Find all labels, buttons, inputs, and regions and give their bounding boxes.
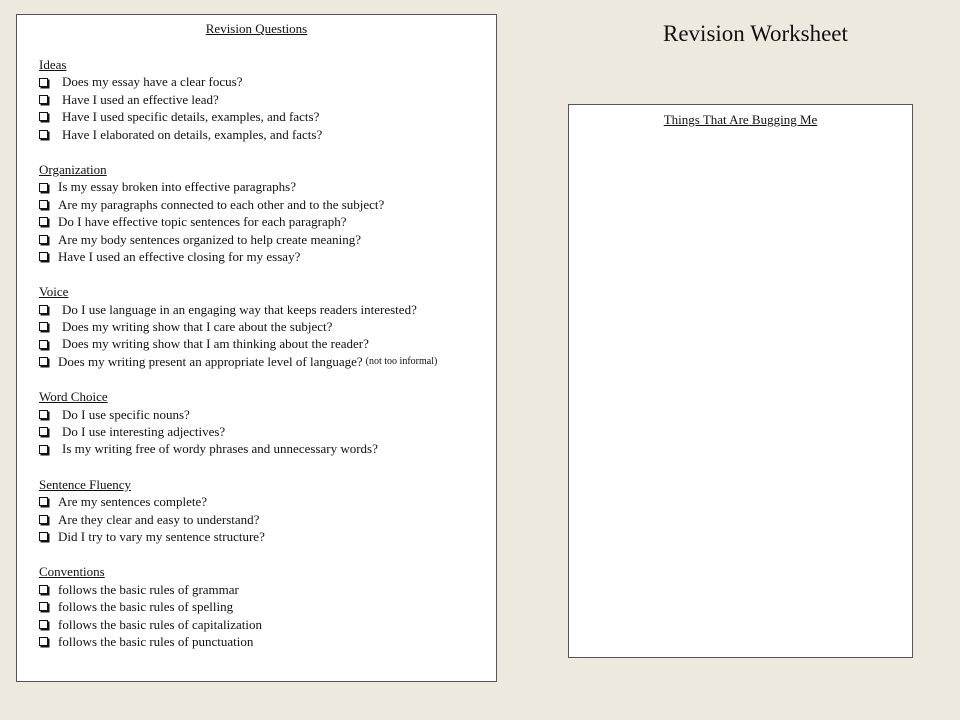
- checkbox-icon[interactable]: [39, 410, 48, 419]
- checkbox-icon[interactable]: [39, 130, 48, 139]
- section-organization: [39, 161, 496, 265]
- checklist-item-text: Does my writing present an appropriate level of language?: [58, 353, 363, 369]
- section-voice: [39, 283, 496, 370]
- checklist-item-text: Is my writing free of wordy phrases and unnecessary words?: [62, 441, 378, 457]
- checklist-item-text: Does my essay have a clear focus?: [62, 74, 243, 90]
- checkbox-icon[interactable]: [39, 235, 48, 244]
- checkbox-icon[interactable]: [39, 78, 48, 87]
- section-heading-organization: Organization: [39, 161, 107, 177]
- revision-questions-title: Revision Questions: [205, 21, 308, 36]
- checklist-item: [39, 248, 496, 265]
- checklist-item: [39, 73, 496, 90]
- checkbox-icon[interactable]: [39, 585, 48, 594]
- checklist-item: [39, 581, 496, 598]
- checklist-item-text: Are my body sentences organized to help create meaning?: [58, 231, 361, 247]
- checklist-item: [39, 440, 496, 457]
- checklist-item-text: Do I have effective topic sentences for each paragraph?: [58, 214, 347, 230]
- checkbox-icon[interactable]: [39, 322, 48, 331]
- checklist-item-text: follows the basic rules of spelling: [58, 599, 234, 615]
- checklist-item-note: (not too informal): [365, 355, 438, 367]
- checklist-item: [39, 511, 496, 528]
- checkbox-icon[interactable]: [39, 112, 48, 121]
- checklist-item-text: Did I try to vary my sentence structure?: [58, 528, 265, 544]
- section-conventions: [39, 563, 496, 650]
- checklist-item-text: Do I use interesting adjectives?: [62, 424, 226, 440]
- checklist-item: [39, 231, 496, 248]
- checkbox-icon[interactable]: [39, 305, 48, 314]
- checklist-item-text: Have I used an effective lead?: [62, 91, 219, 107]
- checklist-item-text: Is my essay broken into effective paragraphs?: [58, 179, 297, 195]
- checkbox-icon[interactable]: [39, 620, 48, 629]
- things-bugging-me-title: Things That Are Bugging Me: [663, 112, 818, 127]
- revision-questions-panel: [16, 14, 497, 682]
- checklist-item: [39, 335, 496, 352]
- checklist-item-text: Are they clear and easy to understand?: [58, 511, 260, 527]
- checkbox-icon[interactable]: [39, 183, 48, 192]
- section-heading-ideas: Ideas: [39, 57, 67, 72]
- section-heading-conventions: Conventions: [39, 564, 105, 580]
- checklist-item-text: Have I used an effective closing for my essay?: [58, 248, 301, 264]
- checklist-item: [39, 196, 496, 213]
- checkbox-icon[interactable]: [39, 95, 48, 104]
- checklist-item-text: Are my paragraphs connected to each other and to the subject?: [58, 196, 385, 212]
- checklist-item-text: follows the basic rules of capitalization: [58, 616, 262, 632]
- checklist-item: [39, 406, 496, 423]
- checklist-item-text: follows the basic rules of punctuation: [58, 633, 254, 649]
- checklist-item: [39, 423, 496, 440]
- section-heading-sentence-fluency: Sentence Fluency: [39, 476, 132, 492]
- checklist-item-text: Does my writing show that I am thinking about the reader?: [62, 336, 369, 352]
- checklist-item: [39, 126, 496, 143]
- section-sentence-fluency: [39, 476, 496, 546]
- checklist-item: [39, 301, 496, 318]
- checklist-item-text: follows the basic rules of grammar: [58, 581, 239, 597]
- checklist-item: [39, 616, 496, 633]
- checklist-item-text: Have I elaborated on details, examples, and facts?: [62, 126, 323, 142]
- section-heading-word-choice: Word Choice: [39, 389, 108, 405]
- checklist-item-text: Does my writing show that I care about the subject?: [62, 319, 333, 335]
- checkbox-icon[interactable]: [39, 252, 48, 261]
- checklist-item: [39, 493, 496, 510]
- checkbox-icon[interactable]: [39, 532, 48, 541]
- checkbox-icon[interactable]: [39, 200, 48, 209]
- section-word-choice: [39, 388, 496, 458]
- checkbox-icon[interactable]: [39, 497, 48, 506]
- checklist-item-text: Have I used specific details, examples, and facts?: [62, 109, 320, 125]
- checklist-item-text: Do I use language in an engaging way that keeps readers interested?: [62, 301, 417, 317]
- checklist-item: [39, 353, 496, 370]
- checkbox-icon[interactable]: [39, 602, 48, 611]
- section-ideas: [39, 56, 496, 143]
- checklist-item: [39, 108, 496, 125]
- checklist-item-text: Do I use specific nouns?: [62, 406, 190, 422]
- section-heading-voice: Voice: [39, 284, 69, 300]
- checklist-item-text: Are my sentences complete?: [58, 494, 208, 510]
- checkbox-icon[interactable]: [39, 217, 48, 226]
- checklist-item: [39, 91, 496, 108]
- checklist-item: [39, 178, 496, 195]
- checklist-item: [39, 598, 496, 615]
- checkbox-icon[interactable]: [39, 515, 48, 524]
- checkbox-icon[interactable]: [39, 637, 48, 646]
- checkbox-icon[interactable]: [39, 445, 48, 454]
- page-title: Revision Worksheet: [663, 21, 848, 46]
- things-bugging-me-panel[interactable]: [568, 104, 913, 658]
- checkbox-icon[interactable]: [39, 357, 48, 366]
- checkbox-icon[interactable]: [39, 427, 48, 436]
- checklist-item: [39, 528, 496, 545]
- checklist-item: [39, 633, 496, 650]
- checklist-item: [39, 213, 496, 230]
- checkbox-icon[interactable]: [39, 340, 48, 349]
- checklist-item: [39, 318, 496, 335]
